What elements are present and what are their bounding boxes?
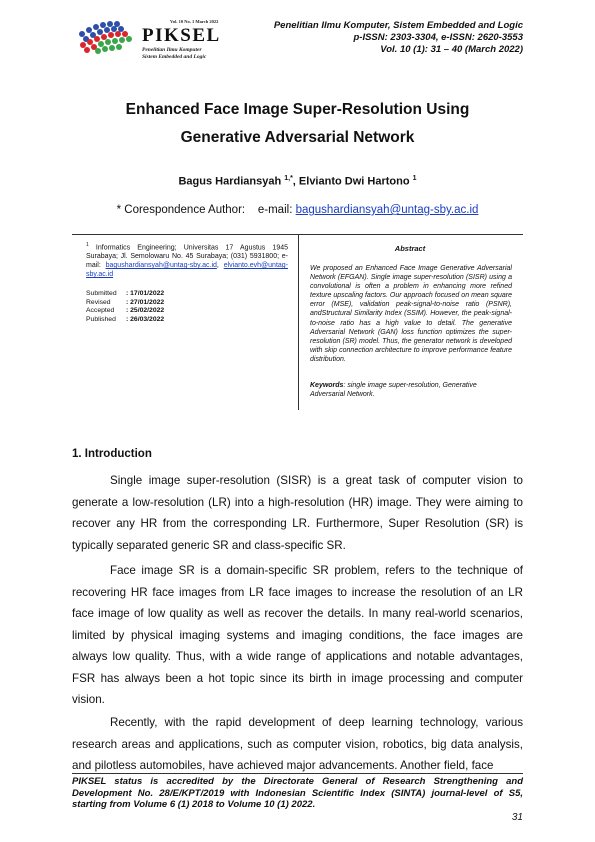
logo-tagline xyxy=(142,47,206,61)
affiliation-text: Informatics Engineering; Universitas 17 Agustus 1945 Surabaya; Jl. Semolowaru No. 45 Surabaya; (031) 5931800; e-mail: xyxy=(86,244,288,270)
journal-header xyxy=(274,20,523,56)
affiliation-email-2-link[interactable]: elvianto.evh@untag-sby.ac.id xyxy=(86,262,288,279)
date-value: : 26/03/2022 xyxy=(126,315,165,323)
intro-paragraph-1: Single image super-resolution (SISR) is a great task of computer vision to generate a low-resolution (LR) into a high-resolution (HR) image. They were aiming to recover any HR from the corresponding LR. Furthermore, Super Resolution (SR) is typically separated generic SR and class-specific SR. xyxy=(72,474,523,552)
date-label: Submitted xyxy=(86,290,117,297)
keywords xyxy=(310,381,512,399)
correspondence xyxy=(60,204,535,216)
date-value: : 17/01/2022 xyxy=(126,290,165,297)
correspondence-email-link[interactable]: bagushardiansyah@untag-sby.ac.id xyxy=(295,204,479,216)
author-2: Elvianto Dwi Hartono xyxy=(298,175,410,188)
logo-name: PIKSEL xyxy=(142,25,221,46)
date-value: : 25/02/2022 xyxy=(126,307,165,314)
affiliation-sup: 1 xyxy=(86,242,89,248)
affiliation-email-1-link[interactable]: bagushardiansyah@untag-sby.ac.id xyxy=(105,262,217,270)
logo-volume-line: Vol. 10 No. 1 March 2022 xyxy=(170,19,219,24)
abstract-heading: Abstract xyxy=(394,244,426,253)
keywords-label: Keywords xyxy=(310,382,344,389)
journal-name: Penelitian Ilmu Komputer, Sistem Embedded and Logic xyxy=(273,20,523,31)
affiliation-email-sep: , xyxy=(216,262,224,270)
abstract-body: We proposed an Enhanced Face Image Generative Adversarial Network (EFGAN). Single image super-resolution (SISR) using a convolutional is often a problem in enhancing more refined texture upscaling factors. Our approach focused on mean square error (MSE), validation peak-signal-to-noise ratio (PSNR), andStructural Similarity Index (SSIM). However, the peak-signal-to-noise ratio has a high value to detail. The generative Adversarial Network (GAN) loss function optimizes the super-resolution (SR) model. Thus, the generator network is developed with skip connection architecture to improve performance feature distribution. xyxy=(310,265,512,363)
journal-volume: Vol. 10 (1): 31 – 40 (March 2022) xyxy=(380,44,523,55)
date-label: Accepted xyxy=(86,307,115,314)
correspondence-label: * Corespondence Author: e-mail: xyxy=(116,204,296,216)
date-row-submitted xyxy=(86,290,164,299)
date-row-accepted xyxy=(86,307,164,316)
page-number: 31 xyxy=(511,812,523,823)
logo-tagline-2: Sistem Embedded and Logic xyxy=(142,54,207,60)
author-2-sup: 1 xyxy=(412,175,417,182)
date-row-revised xyxy=(86,299,164,308)
logo-tagline-1: Penelitian Ilmu Komputer xyxy=(142,47,202,53)
date-value: : 27/01/2022 xyxy=(126,298,165,306)
author-1: Bagus Hardiansyah xyxy=(178,175,282,188)
journal-issn: p-ISSN: 2303-3304, e-ISSN: 2620-3553 xyxy=(353,32,523,43)
paper-title xyxy=(60,96,535,152)
accreditation-note: PIKSEL status is accredited by the Directorate General of Research Strengthening and Development No. 28/E/KPT/2019 with Indonesian Scientific Index (SINTA) journal-level of S5, starting from Volume 6 (1) 2018 to Volume 10 (1) 2022. xyxy=(72,776,523,810)
piksel-logo-dots xyxy=(74,20,144,56)
column-divider xyxy=(298,235,299,410)
title-line-2: Generative Adversarial Network xyxy=(180,129,415,146)
date-row-published xyxy=(86,316,164,325)
section-heading-introduction: 1. Introduction xyxy=(72,448,152,460)
title-line-1: Enhanced Face Image Super-Resolution Using xyxy=(125,101,470,118)
intro-paragraph-3: Recently, with the rapid development of deep learning technology, various research areas and applications, such as computer vision, robotics, big data analysis, and pilotless automobiles, have achieved major advancements. Another field, face xyxy=(72,716,523,772)
author-list xyxy=(60,175,535,188)
article-dates xyxy=(86,290,164,324)
author-1-sup: 1,* xyxy=(284,175,293,182)
affiliation xyxy=(86,241,288,279)
keywords-text: : single image super-resolution, Generative Adversarial Network. xyxy=(310,382,477,398)
intro-paragraph-2: Face image SR is a domain-specific SR problem, refers to the technique of recovering HR face images from LR face images to increase the resolution of an LR face image of low quality as well as recover the details. In many real-world scenarios, limited by physical imaging systems and imaging conditions, the face images are always low quality. Thus, with a wide range of applications and notable advantages, FSR has always been a hot topic since its birth in image processing and computer vision. xyxy=(72,564,523,706)
author-separator: , xyxy=(292,175,299,188)
date-label: Revised xyxy=(86,298,111,306)
date-label: Published xyxy=(86,315,116,323)
